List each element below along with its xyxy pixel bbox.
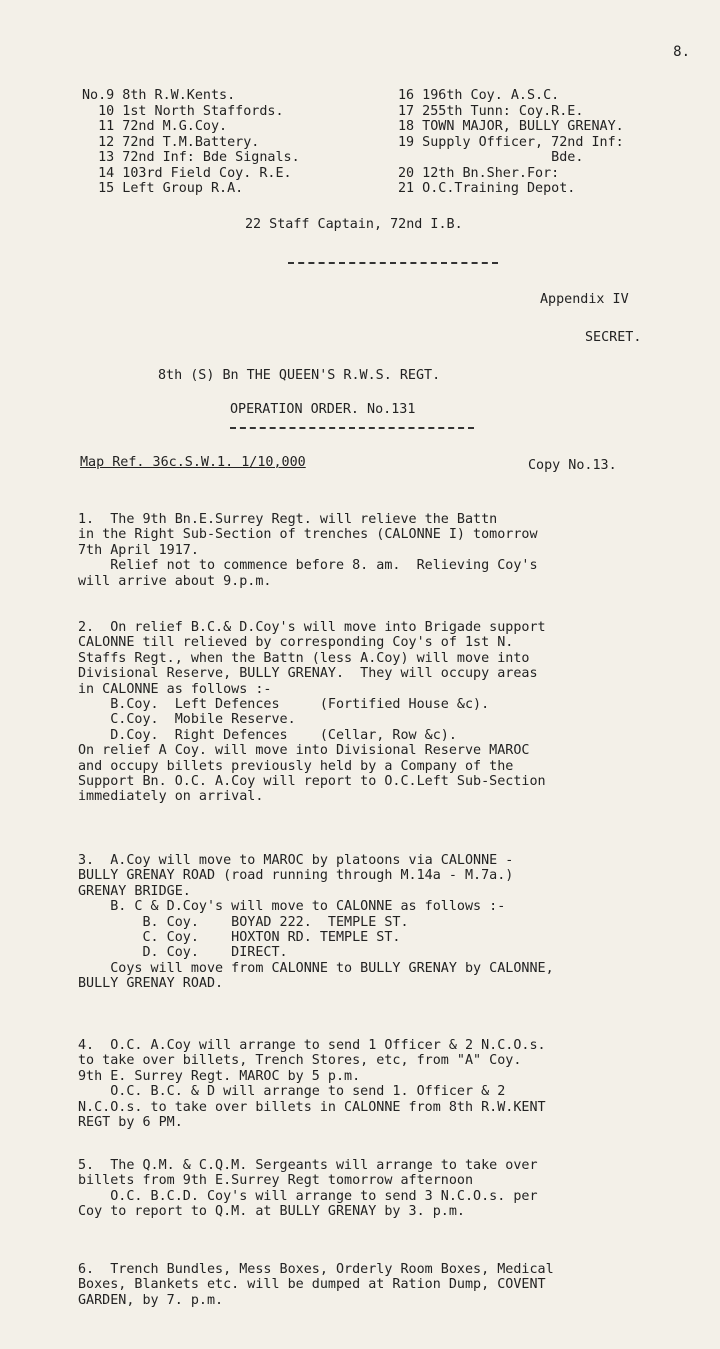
distribution-item: 18 TOWN MAJOR, BULLY GRENAY. (398, 119, 624, 134)
text-line: BULLY GRENAY ROAD (road running through M.14a - M.7a.) (78, 868, 514, 884)
text-line: Staffs Regt., when the Battn (less A.Coy) will move into (78, 650, 530, 666)
distribution-item: 12 72nd T.M.Battery. (82, 134, 260, 150)
text-line: Coy to report to Q.M. at BULLY GRENAY by 3. p.m. (78, 1204, 465, 1220)
distribution-last-item: 22 Staff Captain, 72nd I.B. (245, 217, 463, 232)
appendix-label: Appendix IV (540, 292, 629, 307)
text-line: 3. A.Coy will move to MAROC by platoons via CALONNE - (78, 853, 514, 868)
text-line: B. C & D.Coy's will move to CALONNE as follows :- (78, 899, 506, 915)
distribution-right-column (398, 88, 624, 197)
text-line: in the Right Sub-Section of trenches (CALONNE I) tomorrow (78, 527, 538, 543)
paragraph-3 (78, 853, 718, 992)
text-line: 9th E. Surrey Regt. MAROC by 5 p.m. (78, 1068, 361, 1084)
text-line: to take over billets, Trench Stores, etc, from "A" Coy. (78, 1053, 522, 1069)
text-line: 2. On relief B.C.& D.Coy's will move into Brigade support (78, 620, 546, 635)
text-line: C.Coy. Mobile Reserve. (78, 712, 296, 728)
text-line: in CALONNE as follows :- (78, 681, 272, 697)
text-line: D. Coy. DIRECT. (78, 945, 288, 961)
distribution-item: 19 Supply Officer, 72nd Inf: (398, 134, 624, 150)
distribution-item: 14 103rd Field Coy. R.E. (82, 165, 292, 181)
text-line: O.C. B.C. & D will arrange to send 1. Officer & 2 (78, 1084, 506, 1100)
text-line: Boxes, Blankets etc. will be dumped at Ration Dump, COVENT (78, 1277, 546, 1293)
text-line: immediately on arrival. (78, 789, 264, 805)
text-line: and occupy billets previously held by a Company of the (78, 758, 514, 774)
text-line: 6. Trench Bundles, Mess Boxes, Orderly Room Boxes, Medical (78, 1262, 554, 1277)
text-line: B. Coy. BOYAD 222. TEMPLE ST. (78, 914, 409, 930)
text-line: billets from 9th E.Surrey Regt tomorrow afternoon (78, 1173, 474, 1189)
paragraph-5 (78, 1158, 718, 1220)
map-reference: Map Ref. 36c.S.W.1. 1/10,000 (80, 455, 306, 470)
text-line: On relief A Coy. will move into Divisional Reserve MAROC (78, 743, 530, 759)
paragraph-4 (78, 1038, 718, 1130)
text-line: CALONNE till relieved by corresponding Coy's of 1st N. (78, 635, 514, 651)
text-line: REGT by 6 PM. (78, 1114, 183, 1130)
text-line: D.Coy. Right Defences (Cellar, Row &c). (78, 727, 457, 743)
text-line: Divisional Reserve, BULLY GRENAY. They will occupy areas (78, 666, 538, 682)
distribution-item: 21 O.C.Training Depot. (398, 181, 576, 196)
text-line: C. Coy. HOXTON RD. TEMPLE ST. (78, 929, 401, 945)
text-line: Coys will move from CALONNE to BULLY GRENAY by CALONNE, (78, 960, 554, 976)
text-line: 4. O.C. A.Coy will arrange to send 1 Officer & 2 N.C.O.s. (78, 1038, 546, 1053)
text-line: GRENAY BRIDGE. (78, 883, 191, 899)
distribution-item: 11 72nd M.G.Coy. (82, 119, 228, 134)
paragraph-6 (78, 1262, 718, 1308)
distribution-item: 17 255th Tunn: Coy.R.E. (398, 103, 584, 119)
distribution-left-column (82, 88, 300, 197)
text-line: O.C. B.C.D. Coy's will arrange to send 3 N.C.O.s. per (78, 1188, 538, 1204)
text-line: will arrive about 9.p.m. (78, 573, 272, 589)
title-underline (230, 427, 474, 429)
text-line: 7th April 1917. (78, 542, 199, 558)
secret-label: SECRET. (585, 330, 642, 345)
text-line: 5. The Q.M. & C.Q.M. Sergeants will arrange to take over (78, 1158, 538, 1173)
page-number: 8. (673, 44, 690, 60)
distribution-item: 16 196th Coy. A.S.C. (398, 88, 560, 103)
text-line: Relief not to commence before 8. am. Relieving Coy's (78, 558, 538, 574)
distribution-item: 13 72nd Inf: Bde Signals. (82, 150, 300, 165)
unit-heading: 8th (S) Bn THE QUEEN'S R.W.S. REGT. (158, 368, 441, 383)
text-line: N.C.O.s. to take over billets in CALONNE from 8th R.W.KENT (78, 1099, 546, 1115)
text-line: BULLY GRENAY ROAD. (78, 976, 224, 992)
order-title: OPERATION ORDER. No.131 (230, 402, 416, 417)
text-line: 1. The 9th Bn.E.Surrey Regt. will relieve the Battn (78, 512, 498, 527)
distribution-item: 20 12th Bn.Sher.For: (398, 165, 560, 181)
text-line: B.Coy. Left Defences (Fortified House &c). (78, 696, 490, 712)
copy-number: Copy No.13. (528, 458, 617, 473)
distribution-item: No.9 8th R.W.Kents. (82, 88, 236, 103)
distribution-item: Bde. (398, 150, 584, 165)
distribution-item: 10 1st North Staffords. (82, 103, 284, 119)
paragraph-1 (78, 512, 718, 589)
text-line: GARDEN, by 7. p.m. (78, 1292, 224, 1308)
paragraph-2 (78, 620, 718, 805)
distribution-item: 15 Left Group R.A. (82, 181, 244, 196)
divider (288, 262, 498, 264)
text-line: Support Bn. O.C. A.Coy will report to O.C.Left Sub-Section (78, 773, 546, 789)
